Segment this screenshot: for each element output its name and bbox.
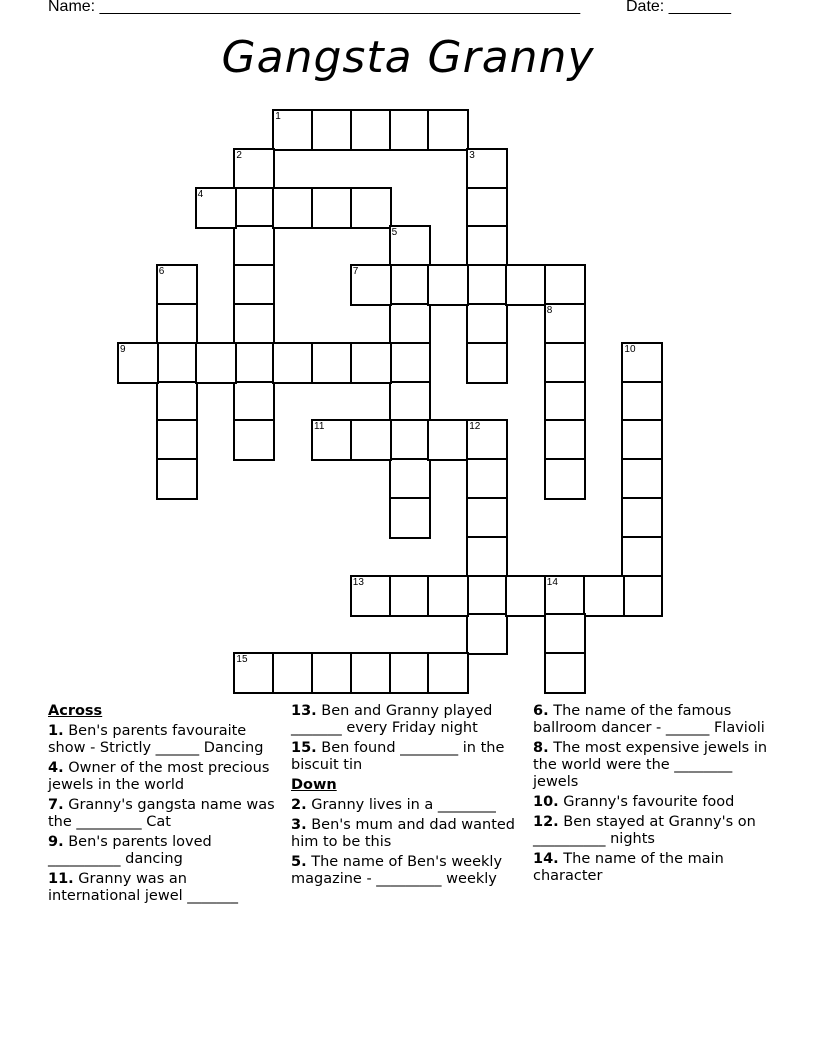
crossword-cell[interactable] bbox=[350, 419, 392, 461]
crossword-cell[interactable] bbox=[389, 342, 431, 384]
clue-number-label: 14 bbox=[546, 576, 558, 588]
clue-across-7: 7. Granny's gangsta name was the _________ Cat bbox=[48, 797, 275, 830]
crossword-cell[interactable] bbox=[621, 381, 663, 423]
crossword-cell[interactable] bbox=[427, 575, 469, 617]
clue-down-2: 2. Granny lives in a ________ bbox=[291, 797, 496, 813]
clue-down-3: 3. Ben's mum and dad wanted him to be this bbox=[291, 817, 516, 850]
crossword-cell[interactable] bbox=[466, 613, 508, 655]
clue-across-1: 1. Ben's parents favouraite show - Strictly ______ Dancing bbox=[48, 723, 264, 756]
crossword-cell[interactable] bbox=[195, 187, 237, 229]
clue-number-label: 15 bbox=[236, 654, 248, 666]
crossword-cell[interactable] bbox=[466, 458, 508, 500]
crossword-cell[interactable] bbox=[389, 652, 431, 694]
crossword-cell[interactable] bbox=[466, 264, 508, 306]
crossword-cell[interactable] bbox=[350, 342, 392, 384]
crossword-cell[interactable] bbox=[156, 419, 198, 461]
crossword-cell[interactable] bbox=[389, 458, 431, 500]
crossword-cell[interactable] bbox=[466, 497, 508, 539]
clue-down-8: 8. The most expensive jewels in the world were the ________ jewels bbox=[533, 740, 768, 790]
crossword-cell[interactable] bbox=[544, 303, 586, 345]
crossword-cell[interactable] bbox=[389, 419, 431, 461]
clue-across-11: 11. Granny was an international jewel _______ bbox=[48, 871, 239, 904]
crossword-cell[interactable] bbox=[156, 303, 198, 345]
clue-number-label: 2 bbox=[236, 149, 242, 161]
page-title: Gangsta Granny bbox=[221, 32, 595, 83]
crossword-cell[interactable] bbox=[233, 225, 275, 267]
crossword-cell[interactable] bbox=[621, 342, 663, 384]
clue-number-label: 5 bbox=[391, 227, 398, 239]
crossword-cell[interactable] bbox=[389, 381, 431, 423]
crossword-cell[interactable] bbox=[233, 652, 275, 694]
crossword-cell[interactable] bbox=[621, 458, 663, 500]
crossword-cell[interactable] bbox=[544, 264, 586, 306]
crossword-cell[interactable] bbox=[156, 264, 198, 306]
crossword-cell[interactable] bbox=[311, 419, 353, 461]
crossword-cell[interactable] bbox=[233, 187, 275, 229]
crossword-cell[interactable] bbox=[117, 342, 159, 384]
crossword-cell[interactable] bbox=[272, 652, 314, 694]
crossword-cell[interactable] bbox=[233, 303, 275, 345]
clue-down-12: 12. Ben stayed at Granny's on __________ nights bbox=[533, 814, 756, 847]
crossword-cell[interactable] bbox=[466, 187, 508, 229]
crossword-cell[interactable] bbox=[156, 381, 198, 423]
clue-across-4: 4. Owner of the most precious jewels in the world bbox=[48, 760, 270, 793]
crossword-cell[interactable] bbox=[389, 303, 431, 345]
crossword-cell[interactable] bbox=[156, 342, 198, 384]
crossword-cell[interactable] bbox=[466, 303, 508, 345]
crossword-cell[interactable] bbox=[272, 342, 314, 384]
crossword-cell[interactable] bbox=[427, 264, 469, 306]
name-field[interactable]: Name: ______________________________________________________ bbox=[48, 0, 581, 15]
crossword-cell[interactable] bbox=[544, 381, 586, 423]
crossword-cell[interactable] bbox=[466, 575, 508, 617]
clue-column-3 bbox=[533, 703, 768, 888]
crossword-cell[interactable] bbox=[466, 148, 508, 190]
crossword-cell[interactable] bbox=[466, 536, 508, 578]
crossword-cell[interactable] bbox=[311, 652, 353, 694]
crossword-cell[interactable] bbox=[544, 458, 586, 500]
clue-across-9: 9. Ben's parents loved __________ dancing bbox=[48, 834, 212, 867]
worksheet-header bbox=[48, 0, 748, 18]
crossword-cell[interactable] bbox=[233, 419, 275, 461]
crossword-cell[interactable] bbox=[544, 613, 586, 655]
crossword-cell[interactable] bbox=[505, 575, 547, 617]
crossword-cell[interactable] bbox=[350, 264, 392, 306]
crossword-cell[interactable] bbox=[466, 225, 508, 267]
crossword-cell[interactable] bbox=[427, 652, 469, 694]
clue-number-label: 12 bbox=[469, 421, 481, 433]
clue-column-2 bbox=[291, 703, 523, 891]
crossword-cell[interactable] bbox=[233, 148, 275, 190]
date-field[interactable]: Date: _______ bbox=[626, 0, 731, 15]
clue-down-5: 5. The name of Ben's weekly magazine - _________ weekly bbox=[291, 854, 503, 887]
clue-number-label: 11 bbox=[314, 421, 325, 433]
crossword-cell[interactable] bbox=[389, 225, 431, 267]
crossword-cell[interactable] bbox=[272, 109, 314, 151]
clue-across-13: 13. Ben and Granny played _______ every Friday night bbox=[291, 703, 493, 736]
crossword-cell[interactable] bbox=[311, 109, 353, 151]
crossword-cell[interactable] bbox=[233, 342, 275, 384]
crossword-cell[interactable] bbox=[350, 187, 392, 229]
clue-number-label: 6 bbox=[158, 266, 165, 278]
crossword-cell[interactable] bbox=[156, 458, 198, 500]
crossword-cell[interactable] bbox=[389, 264, 431, 306]
clue-number-label: 3 bbox=[469, 149, 475, 161]
clue-down-10: 10. Granny's favourite food bbox=[533, 794, 735, 810]
crossword-cell[interactable] bbox=[505, 264, 547, 306]
crossword-cell[interactable] bbox=[389, 497, 431, 539]
crossword-cell[interactable] bbox=[233, 264, 275, 306]
crossword-cell[interactable] bbox=[621, 536, 663, 578]
crossword-cell[interactable] bbox=[389, 575, 431, 617]
crossword-cell[interactable] bbox=[350, 652, 392, 694]
crossword-cell[interactable] bbox=[544, 575, 586, 617]
crossword-cell[interactable] bbox=[427, 109, 469, 151]
crossword-cell[interactable] bbox=[621, 419, 663, 461]
crossword-cell[interactable] bbox=[466, 419, 508, 461]
clue-number-label: 9 bbox=[120, 343, 126, 355]
clue-across-15: 15. Ben found ________ in the biscuit tin bbox=[291, 740, 505, 773]
clue-number-label: 10 bbox=[624, 343, 636, 355]
crossword-cell[interactable] bbox=[544, 419, 586, 461]
clue-number-label: 13 bbox=[352, 576, 364, 588]
clue-number-label: 8 bbox=[546, 305, 553, 316]
crossword-cell[interactable] bbox=[621, 497, 663, 539]
crossword-cell[interactable] bbox=[583, 575, 625, 617]
crossword-cell[interactable] bbox=[311, 187, 353, 229]
clue-down-6: 6. The name of the famous ballroom dancer - ______ Flavioli bbox=[533, 703, 765, 736]
crossword-cell[interactable] bbox=[233, 381, 275, 423]
down-heading: Down bbox=[291, 777, 337, 793]
across-heading: Across bbox=[48, 703, 103, 719]
crossword-cell[interactable] bbox=[389, 109, 431, 151]
clue-number-label: 4 bbox=[197, 188, 204, 200]
clue-number-label: 7 bbox=[352, 266, 359, 278]
crossword-cell[interactable] bbox=[311, 342, 353, 384]
clue-number-label: 1 bbox=[275, 111, 281, 122]
crossword-cell[interactable] bbox=[350, 575, 392, 617]
crossword-cell[interactable] bbox=[466, 342, 508, 384]
crossword-cell[interactable] bbox=[195, 342, 237, 384]
crossword-cell[interactable] bbox=[621, 575, 663, 617]
crossword-cell[interactable] bbox=[544, 652, 586, 694]
crossword-cell[interactable] bbox=[272, 187, 314, 229]
crossword-cell[interactable] bbox=[427, 419, 469, 461]
clue-down-14: 14. The name of the main character bbox=[533, 851, 724, 884]
crossword-cell[interactable] bbox=[350, 109, 392, 151]
clue-column-1 bbox=[48, 703, 278, 908]
crossword-cell[interactable] bbox=[544, 342, 586, 384]
